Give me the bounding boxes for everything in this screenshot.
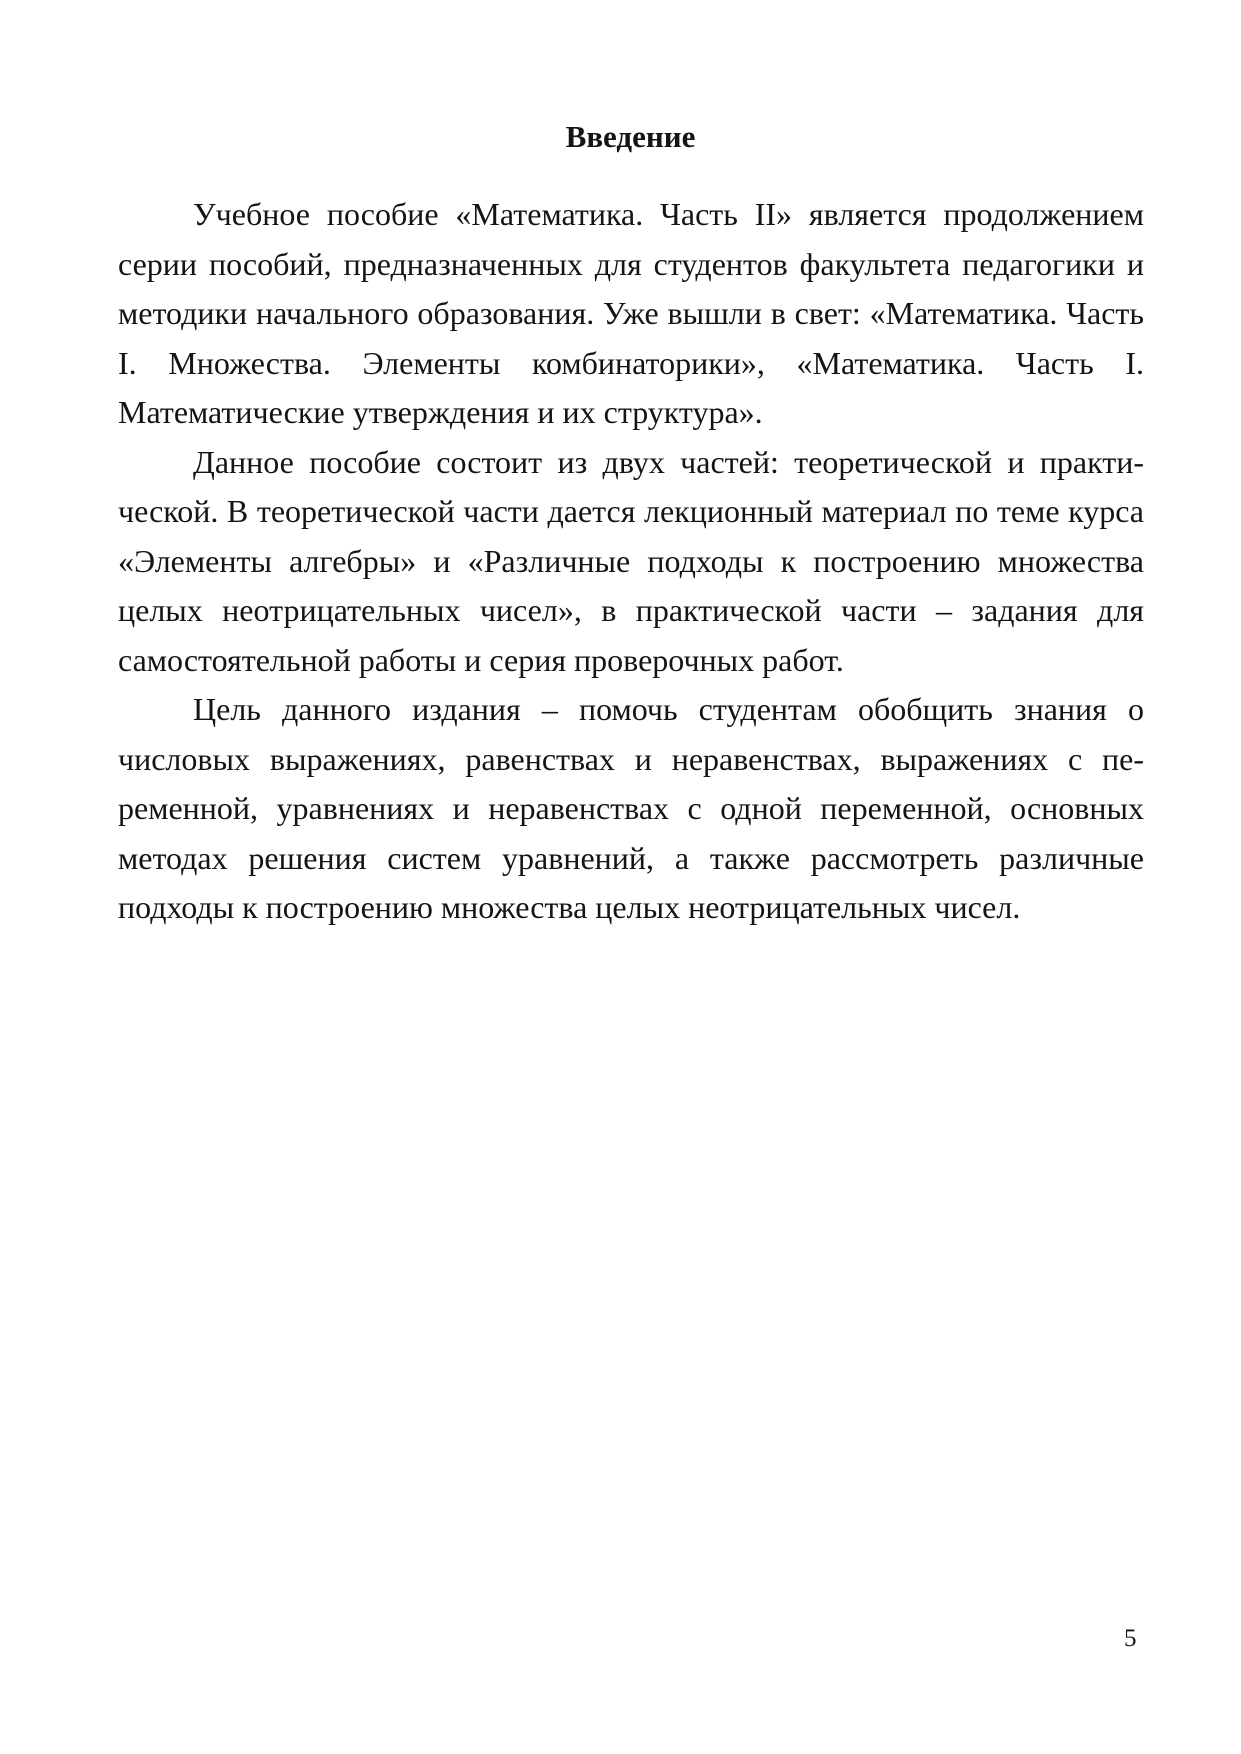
paragraph-2: Данное пособие состоит из двух частей: теоретической и практической. В теоретической части дается лекционный материал по теме курса «Элементы алгебры» и «Различные подходы к построению множества целых неотрицательных чисел», в практической части – задания для самостоятельной работы и серия проверочных работ. xyxy=(118,443,1144,678)
body-text xyxy=(118,190,1144,933)
paragraph-1: Учебное пособие «Математика. Часть II» является продолжением серии пособий, предназначенных для студентов факультета педагогики и методики начального образования. Уже вышли в свет: «Математика. Часть I. Множества. Элементы комбинаторики», «Математика. Часть I. Математические утверждения и их структура». xyxy=(118,196,1144,430)
page-number: 5 xyxy=(1124,1625,1137,1652)
paragraph-3: Цель данного издания – помочь студентам обобщить знания о числовых выражениях, равенствах и неравенствах, выражениях с переменной, уравнениях и неравенствах с одной переменной, основных методах решения систем уравнений, а также рассмотреть различные подходы к построению множества целых неотрицательных чисел. xyxy=(118,691,1144,925)
section-heading: Введение xyxy=(565,119,696,154)
